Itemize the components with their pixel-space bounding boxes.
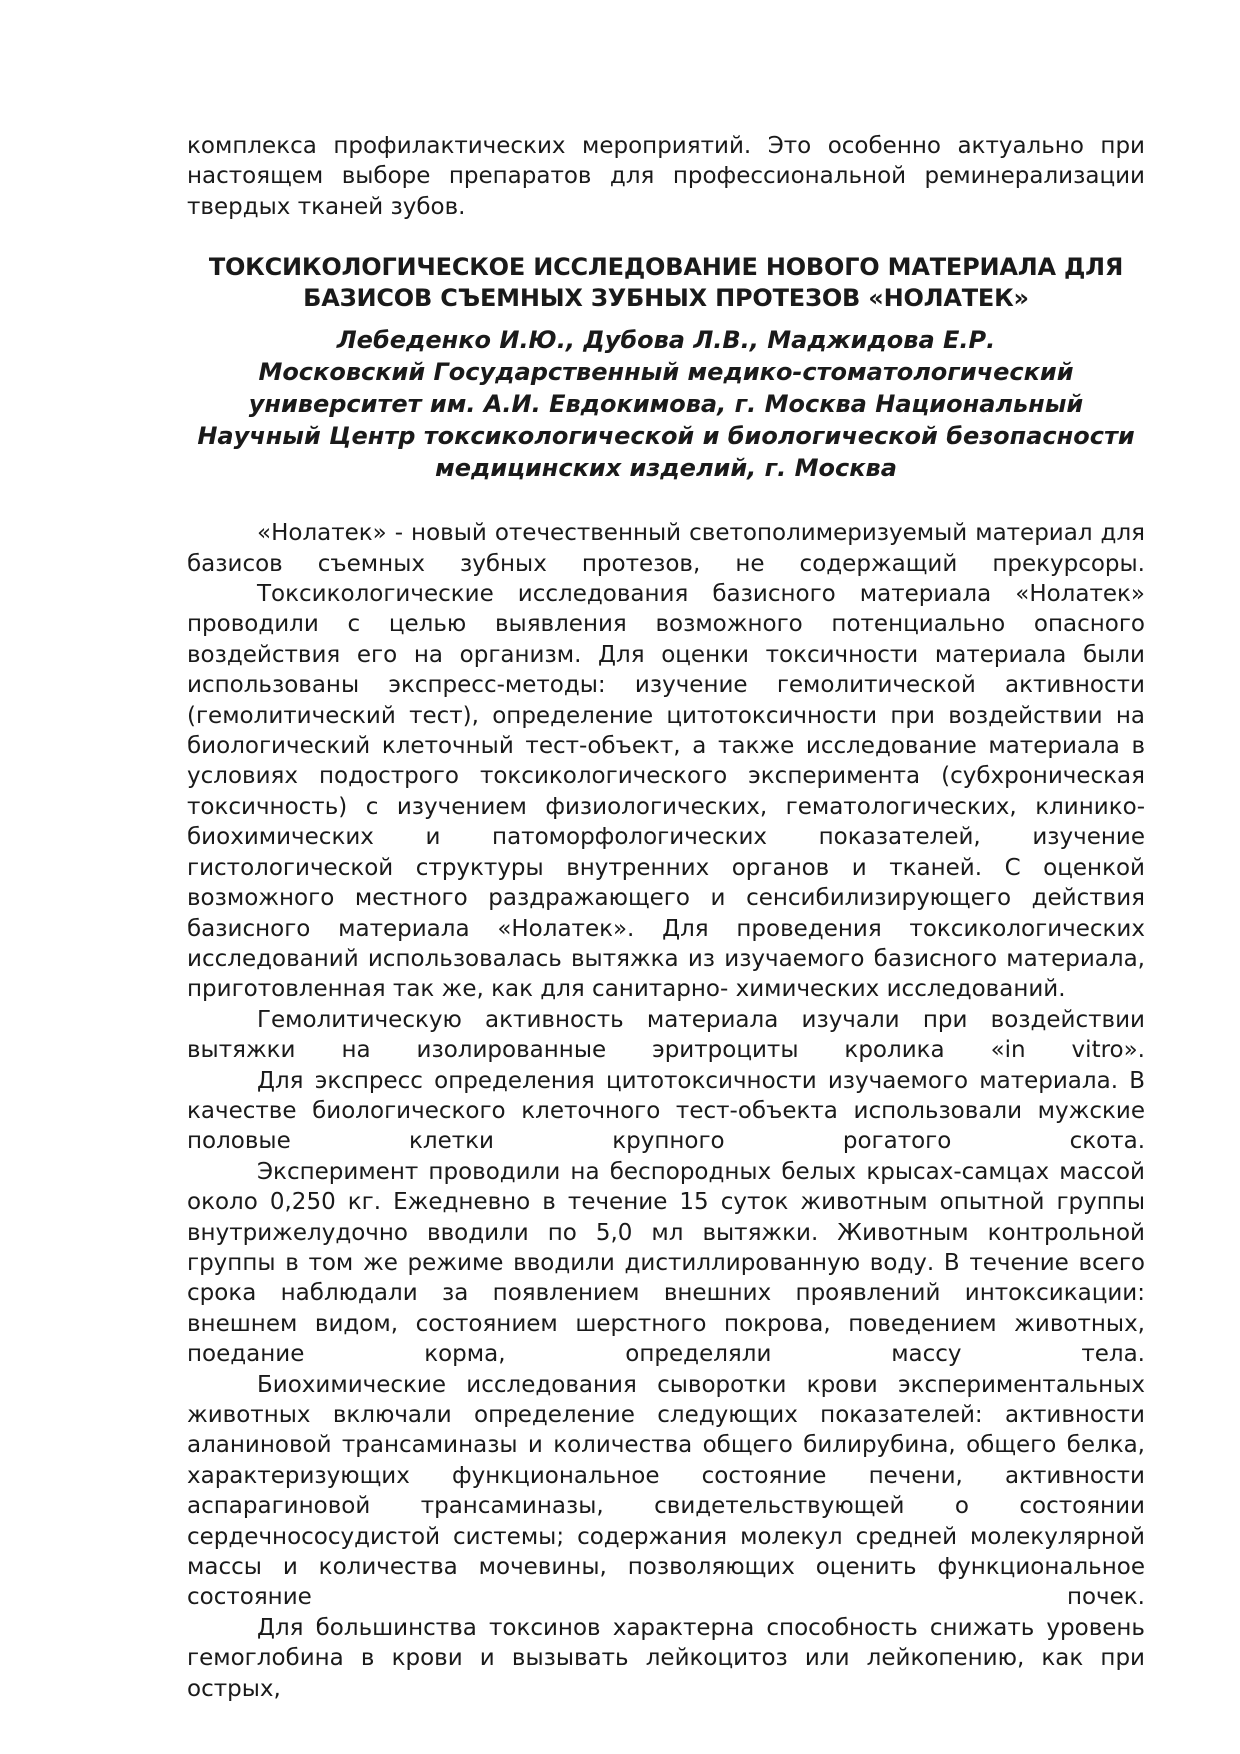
author-affiliation: Московский Государственный медико-стоматологический университет им. А.И. Евдокимова, г. Москва Национальный Научный Центр токсикологической и биологической безопасности медицинских изделий, г. Москва xyxy=(197,358,1135,483)
article-body xyxy=(187,518,1145,1704)
body-paragraph: Биохимические исследования сыворотки крови экспериментальных животных включали определение следующих показателей: активности аланиновой трансаминазы и количества общего билирубина, общего белка, характеризующих функциональное состояние печени, активности аспарагиновой трансаминазы, свидетельствующей о состоянии сердечнососудистой системы; содержания молекул средней молекулярной массы и количества мочевины, позволяющих оценить функциональное состояние почек. xyxy=(187,1371,1145,1611)
body-paragraph: Эксперимент проводили на беспородных белых крысах-самцах массой около 0,250 кг. Ежедневно в течение 15 суток животным опытной группы внутрижелудочно вводили по 5,0 мл вытяжки. Животным контрольной группы в том же режиме вводили дистиллированную воду. В течение всего срока наблюдали за появлением внешних проявлений интоксикации: внешнем видом, состоянием шерстного покрова, поведением животных, поедание корма, определяли массу тела. xyxy=(187,1158,1145,1368)
body-paragraph: Токсикологические исследования базисного материала «Нолатек» проводили с целью выявления возможного потенциально опасного воздействия его на организм. Для оценки токсичности материала были использованы экспресс-методы: изучение гемолитической активности (гемолитический тест), определение цитотоксичности при воздействии на биологический клеточный тест-объект, а также исследование материала в условиях подострого токсикологического эксперимента (субхроническая токсичность) с изучением физиологических, гематологических, клинико-биохимических и патоморфологических показателей, изучение гистологической структуры внутренних органов и тканей. С оценкой возможного местного раздражающего и сенсибилизирующего действия базисного материала «Нолатек». Для проведения токсикологических исследований использовалась вытяжка из изучаемого базисного материала, приготовленная так же, как для санитарно- химических исследований. xyxy=(187,581,1145,1003)
body-paragraph: «Нолатек» - новый отечественный светополимеризуемый материал для базисов съемных зубных протезов, не содержащий прекурсоры. xyxy=(187,520,1145,577)
document-page xyxy=(187,131,1145,1704)
intro-paragraph: комплекса профилактических мероприятий. Это особенно актуально при настоящем выборе препаратов для профессиональной реминерализации твердых тканей зубов. xyxy=(187,133,1145,220)
article-byline xyxy=(187,324,1145,484)
body-paragraph: Для большинства токсинов характерна способность снижать уровень гемоглобина в крови и вызывать лейкоцитоз или лейкопению, как при острых, xyxy=(187,1614,1145,1702)
author-names: Лебеденко И.Ю., Дубова Л.В., Маджидова Е.Р. xyxy=(336,326,996,355)
body-paragraph: Гемолитическую активность материала изучали при воздействии вытяжки на изолированные эритроциты кролика «in vitro». xyxy=(187,1006,1145,1064)
body-paragraph: Для экспресс определения цитотоксичности изучаемого материала. В качестве биологического клеточного тест-объекта использовали мужские половые клетки крупного рогатого скота. xyxy=(187,1067,1145,1155)
article-title: ТОКСИКОЛОГИЧЕСКОЕ ИССЛЕДОВАНИЕ НОВОГО МАТЕРИАЛА ДЛЯ БАЗИСОВ СЪЕМНЫХ ЗУБНЫХ ПРОТЕЗОВ «НОЛАТЕК» xyxy=(208,253,1124,313)
